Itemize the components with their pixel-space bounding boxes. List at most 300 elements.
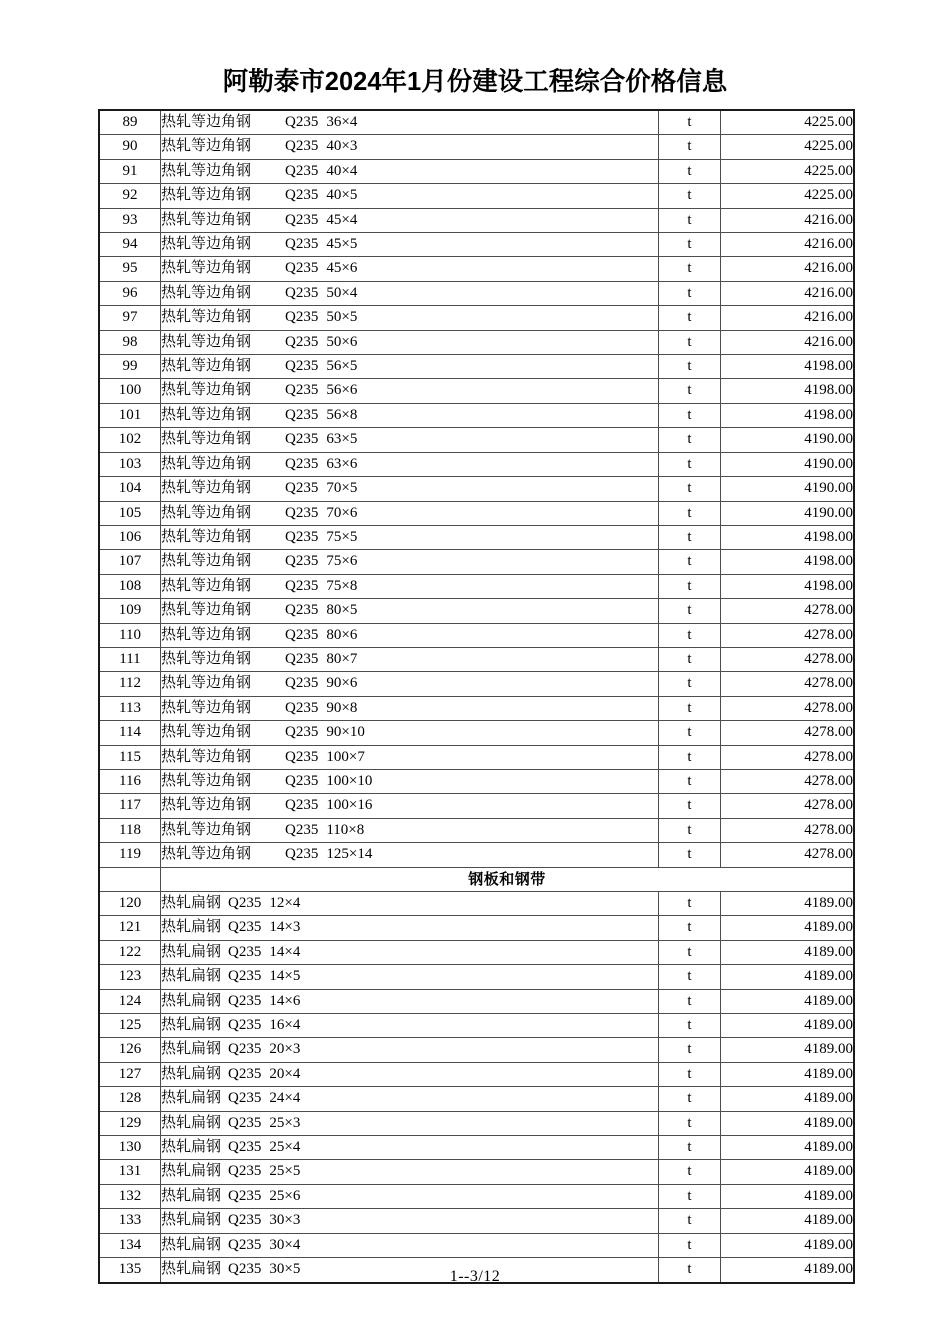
row-index-cell: 110 <box>99 623 161 647</box>
row-description-cell <box>161 1233 659 1257</box>
material-size: 80×5 <box>326 602 358 619</box>
material-name: 热轧等边角钢 <box>161 821 252 838</box>
material-grade: Q235 <box>285 187 319 204</box>
row-description-cell <box>161 208 659 232</box>
row-price-cell: 4278.00 <box>721 769 855 793</box>
material-grade: Q235 <box>285 382 319 399</box>
table-row <box>99 623 854 647</box>
material-size: 25×6 <box>269 1187 301 1204</box>
page-number-footer: 1--3/12 <box>449 1268 501 1285</box>
material-size: 12×4 <box>269 895 301 911</box>
row-index-cell: 98 <box>99 330 161 354</box>
row-index-cell: 92 <box>99 184 161 208</box>
material-name: 热轧等边角钢 <box>161 309 252 326</box>
row-description-cell <box>161 843 659 867</box>
row-unit-cell: t <box>659 745 721 769</box>
row-description-cell <box>161 647 659 671</box>
row-price-cell: 4190.00 <box>721 501 855 525</box>
section-blank-cell <box>99 867 161 891</box>
table-row <box>99 550 854 574</box>
row-unit-cell: t <box>659 965 721 989</box>
row-index-cell: 130 <box>99 1136 161 1160</box>
table-row <box>99 574 854 598</box>
material-name: 热轧等边角钢 <box>161 211 252 228</box>
row-unit-cell: t <box>659 696 721 720</box>
row-index-cell: 125 <box>99 1014 161 1038</box>
row-unit-cell: t <box>659 1014 721 1038</box>
price-table-body <box>99 110 854 1283</box>
table-row <box>99 525 854 549</box>
material-name: 热轧等边角钢 <box>161 284 252 301</box>
row-description-cell <box>161 281 659 305</box>
material-name: 热轧扁钢 <box>161 1017 222 1034</box>
material-grade: Q235 <box>285 748 319 765</box>
table-row <box>99 940 854 964</box>
material-grade: Q235 <box>285 284 319 301</box>
row-index-cell: 108 <box>99 574 161 598</box>
material-grade: Q235 <box>285 821 319 838</box>
material-name: 热轧等边角钢 <box>161 772 252 789</box>
row-unit-cell: t <box>659 623 721 647</box>
material-name: 热轧等边角钢 <box>161 138 252 155</box>
material-size: 90×6 <box>326 675 358 692</box>
table-row <box>99 428 854 452</box>
table-row <box>99 281 854 305</box>
row-index-cell: 100 <box>99 379 161 403</box>
row-unit-cell: t <box>659 281 721 305</box>
material-size: 63×5 <box>326 431 358 448</box>
row-description-cell <box>161 1014 659 1038</box>
material-grade: Q235 <box>285 626 319 643</box>
row-price-cell: 4278.00 <box>721 745 855 769</box>
row-description-cell <box>161 403 659 427</box>
material-size: 25×5 <box>269 1163 301 1180</box>
row-description-cell <box>161 1087 659 1111</box>
row-price-cell: 4278.00 <box>721 672 855 696</box>
row-unit-cell: t <box>659 843 721 867</box>
row-description-cell <box>161 379 659 403</box>
row-index-cell: 120 <box>99 892 161 916</box>
row-description-cell <box>161 574 659 598</box>
row-price-cell: 4189.00 <box>721 989 855 1013</box>
row-unit-cell: t <box>659 769 721 793</box>
table-row <box>99 501 854 525</box>
material-name: 热轧扁钢 <box>161 968 222 985</box>
row-price-cell: 4216.00 <box>721 281 855 305</box>
table-row <box>99 330 854 354</box>
row-price-cell: 4198.00 <box>721 525 855 549</box>
material-grade: Q235 <box>285 406 319 423</box>
page-title: 阿勒泰市2024年1月份建设工程综合价格信息 <box>222 68 728 97</box>
row-price-cell: 4198.00 <box>721 379 855 403</box>
row-index-cell: 107 <box>99 550 161 574</box>
row-index-cell: 118 <box>99 818 161 842</box>
material-name: 热轧扁钢 <box>161 1261 222 1278</box>
row-description-cell <box>161 989 659 1013</box>
row-price-cell: 4189.00 <box>721 965 855 989</box>
material-name: 热轧等边角钢 <box>161 675 252 692</box>
material-name: 热轧等边角钢 <box>161 406 252 423</box>
row-price-cell: 4225.00 <box>721 110 855 135</box>
material-size: 30×5 <box>269 1261 301 1278</box>
row-unit-cell: t <box>659 916 721 940</box>
table-row <box>99 1233 854 1257</box>
row-price-cell: 4278.00 <box>721 623 855 647</box>
row-description-cell <box>161 940 659 964</box>
row-price-cell: 4189.00 <box>721 1136 855 1160</box>
row-unit-cell: t <box>659 794 721 818</box>
material-name: 热轧等边角钢 <box>161 455 252 472</box>
row-description-cell <box>161 306 659 330</box>
material-grade: Q235 <box>228 992 262 1009</box>
table-row <box>99 1209 854 1233</box>
table-row <box>99 110 854 135</box>
table-row <box>99 892 854 916</box>
table-row <box>99 965 854 989</box>
material-name: 热轧等边角钢 <box>161 797 252 814</box>
row-price-cell: 4189.00 <box>721 1062 855 1086</box>
material-grade: Q235 <box>285 577 319 594</box>
row-unit-cell: t <box>659 1087 721 1111</box>
table-row <box>99 721 854 745</box>
row-description-cell <box>161 1209 659 1233</box>
row-price-cell: 4216.00 <box>721 233 855 257</box>
row-price-cell: 4278.00 <box>721 599 855 623</box>
material-grade: Q235 <box>228 1187 262 1204</box>
material-size: 14×6 <box>269 992 301 1009</box>
row-price-cell: 4198.00 <box>721 355 855 379</box>
material-size: 100×16 <box>326 797 373 814</box>
row-index-cell: 119 <box>99 843 161 867</box>
row-index-cell: 121 <box>99 916 161 940</box>
table-row <box>99 672 854 696</box>
material-grade: Q235 <box>285 528 319 545</box>
row-index-cell: 127 <box>99 1062 161 1086</box>
row-description-cell <box>161 184 659 208</box>
row-unit-cell: t <box>659 233 721 257</box>
row-price-cell: 4190.00 <box>721 477 855 501</box>
row-index-cell: 90 <box>99 135 161 159</box>
material-name: 热轧扁钢 <box>161 1090 222 1107</box>
material-name: 热轧扁钢 <box>161 1163 222 1180</box>
row-description-cell <box>161 135 659 159</box>
row-price-cell: 4278.00 <box>721 721 855 745</box>
row-price-cell: 4216.00 <box>721 208 855 232</box>
material-name: 热轧等边角钢 <box>161 382 252 399</box>
table-row <box>99 916 854 940</box>
row-unit-cell: t <box>659 428 721 452</box>
material-grade: Q235 <box>228 1212 262 1229</box>
row-price-cell: 4189.00 <box>721 1038 855 1062</box>
material-name: 热轧扁钢 <box>161 1139 222 1156</box>
material-size: 40×4 <box>326 162 358 179</box>
row-index-cell: 123 <box>99 965 161 989</box>
row-description-cell <box>161 1160 659 1184</box>
material-name: 热轧等边角钢 <box>161 504 252 521</box>
material-size: 40×3 <box>326 138 358 155</box>
row-price-cell: 4189.00 <box>721 1160 855 1184</box>
table-row <box>99 403 854 427</box>
material-grade: Q235 <box>285 211 319 228</box>
row-unit-cell: t <box>659 599 721 623</box>
material-grade: Q235 <box>228 895 262 911</box>
material-grade: Q235 <box>228 943 262 960</box>
material-size: 56×6 <box>326 382 358 399</box>
material-grade: Q235 <box>285 602 319 619</box>
row-index-cell: 113 <box>99 696 161 720</box>
table-row <box>99 306 854 330</box>
row-description-cell <box>161 1062 659 1086</box>
row-unit-cell: t <box>659 550 721 574</box>
material-name: 热轧等边角钢 <box>161 577 252 594</box>
table-row <box>99 1184 854 1208</box>
row-unit-cell: t <box>659 477 721 501</box>
price-information-table <box>98 109 855 1284</box>
row-unit-cell: t <box>659 1209 721 1233</box>
material-grade: Q235 <box>285 309 319 326</box>
material-grade: Q235 <box>285 236 319 253</box>
material-size: 75×8 <box>326 577 358 594</box>
row-index-cell: 103 <box>99 452 161 476</box>
row-description-cell <box>161 599 659 623</box>
material-size: 125×14 <box>326 846 373 863</box>
table-row <box>99 843 854 867</box>
row-description-cell <box>161 623 659 647</box>
row-description-cell <box>161 233 659 257</box>
table-row <box>99 1111 854 1135</box>
material-size: 90×10 <box>326 724 365 741</box>
row-price-cell: 4189.00 <box>721 1087 855 1111</box>
row-description-cell <box>161 330 659 354</box>
row-description-cell <box>161 769 659 793</box>
material-grade: Q235 <box>285 162 319 179</box>
row-index-cell: 109 <box>99 599 161 623</box>
row-unit-cell: t <box>659 184 721 208</box>
material-name: 热轧等边角钢 <box>161 650 252 667</box>
material-size: 20×4 <box>269 1065 301 1082</box>
row-index-cell: 89 <box>99 110 161 135</box>
material-name: 热轧扁钢 <box>161 1114 222 1131</box>
material-grade: Q235 <box>285 675 319 692</box>
row-price-cell: 4190.00 <box>721 428 855 452</box>
row-index-cell: 135 <box>99 1258 161 1283</box>
material-name: 热轧等边角钢 <box>161 187 252 204</box>
material-name: 热轧等边角钢 <box>161 553 252 570</box>
row-index-cell: 91 <box>99 159 161 183</box>
row-price-cell: 4216.00 <box>721 306 855 330</box>
material-grade: Q235 <box>285 114 319 130</box>
row-description-cell <box>161 696 659 720</box>
row-description-cell <box>161 721 659 745</box>
row-price-cell: 4189.00 <box>721 1233 855 1257</box>
material-name: 热轧等边角钢 <box>161 626 252 643</box>
material-name: 热轧等边角钢 <box>161 333 252 350</box>
row-index-cell: 99 <box>99 355 161 379</box>
row-description-cell <box>161 355 659 379</box>
table-row <box>99 1087 854 1111</box>
row-description-cell <box>161 672 659 696</box>
material-size: 25×3 <box>269 1114 301 1131</box>
row-unit-cell: t <box>659 306 721 330</box>
material-size: 25×4 <box>269 1139 301 1156</box>
row-unit-cell: t <box>659 1136 721 1160</box>
material-grade: Q235 <box>228 1065 262 1082</box>
material-size: 24×4 <box>269 1090 301 1107</box>
row-price-cell: 4198.00 <box>721 403 855 427</box>
row-price-cell: 4278.00 <box>721 843 855 867</box>
material-name: 热轧等边角钢 <box>161 748 252 765</box>
row-price-cell: 4278.00 <box>721 647 855 671</box>
material-name: 热轧扁钢 <box>161 943 222 960</box>
row-description-cell <box>161 550 659 574</box>
table-row <box>99 647 854 671</box>
row-unit-cell: t <box>659 403 721 427</box>
row-description-cell <box>161 1184 659 1208</box>
row-unit-cell: t <box>659 525 721 549</box>
material-size: 70×5 <box>326 480 358 497</box>
row-price-cell: 4189.00 <box>721 1184 855 1208</box>
material-name: 热轧等边角钢 <box>161 528 252 545</box>
row-unit-cell: t <box>659 1062 721 1086</box>
row-description-cell <box>161 745 659 769</box>
row-unit-cell: t <box>659 135 721 159</box>
row-price-cell: 4189.00 <box>721 892 855 916</box>
row-unit-cell: t <box>659 1038 721 1062</box>
row-index-cell: 129 <box>99 1111 161 1135</box>
row-price-cell: 4225.00 <box>721 184 855 208</box>
material-size: 45×4 <box>326 211 358 228</box>
row-description-cell <box>161 159 659 183</box>
row-price-cell: 4225.00 <box>721 135 855 159</box>
row-unit-cell: t <box>659 257 721 281</box>
material-grade: Q235 <box>285 358 319 375</box>
row-unit-cell: t <box>659 501 721 525</box>
material-grade: Q235 <box>285 480 319 497</box>
material-grade: Q235 <box>228 1114 262 1131</box>
material-grade: Q235 <box>228 968 262 985</box>
material-size: 30×4 <box>269 1236 301 1253</box>
row-unit-cell: t <box>659 159 721 183</box>
material-grade: Q235 <box>285 333 319 350</box>
table-row <box>99 696 854 720</box>
material-size: 80×7 <box>326 650 358 667</box>
material-size: 36×4 <box>326 114 358 130</box>
material-name: 热轧扁钢 <box>161 1041 222 1058</box>
material-grade: Q235 <box>285 504 319 521</box>
row-index-cell: 134 <box>99 1233 161 1257</box>
material-grade: Q235 <box>228 1090 262 1107</box>
material-name: 热轧等边角钢 <box>161 699 252 716</box>
material-grade: Q235 <box>285 260 319 277</box>
row-description-cell <box>161 1038 659 1062</box>
row-description-cell <box>161 1136 659 1160</box>
table-row <box>99 355 854 379</box>
material-size: 56×5 <box>326 358 358 375</box>
row-index-cell: 102 <box>99 428 161 452</box>
material-name: 热轧等边角钢 <box>161 162 252 179</box>
material-name: 热轧扁钢 <box>161 1065 222 1082</box>
row-price-cell: 4198.00 <box>721 550 855 574</box>
material-grade: Q235 <box>285 772 319 789</box>
material-name: 热轧等边角钢 <box>161 236 252 253</box>
material-size: 90×8 <box>326 699 358 716</box>
material-size: 100×7 <box>326 748 365 765</box>
row-index-cell: 112 <box>99 672 161 696</box>
material-grade: Q235 <box>285 138 319 155</box>
row-index-cell: 131 <box>99 1160 161 1184</box>
material-name: 热轧等边角钢 <box>161 602 252 619</box>
row-index-cell: 115 <box>99 745 161 769</box>
material-size: 110×8 <box>326 821 365 838</box>
material-grade: Q235 <box>228 1139 262 1156</box>
table-row <box>99 452 854 476</box>
table-row <box>99 1160 854 1184</box>
table-section-header-row <box>99 867 854 891</box>
row-price-cell: 4189.00 <box>721 1111 855 1135</box>
row-price-cell: 4190.00 <box>721 452 855 476</box>
table-row <box>99 769 854 793</box>
table-row <box>99 184 854 208</box>
table-row <box>99 1062 854 1086</box>
row-price-cell: 4198.00 <box>721 574 855 598</box>
material-size: 14×5 <box>269 968 301 985</box>
row-price-cell: 4278.00 <box>721 818 855 842</box>
row-unit-cell: t <box>659 672 721 696</box>
row-description-cell <box>161 916 659 940</box>
row-price-cell: 4278.00 <box>721 794 855 818</box>
row-price-cell: 4189.00 <box>721 1209 855 1233</box>
material-name: 热轧等边角钢 <box>161 480 252 497</box>
row-description-cell <box>161 1111 659 1135</box>
table-row <box>99 599 854 623</box>
material-grade: Q235 <box>228 919 262 936</box>
material-name: 热轧扁钢 <box>161 1187 222 1204</box>
row-price-cell: 4278.00 <box>721 696 855 720</box>
row-unit-cell: t <box>659 818 721 842</box>
material-grade: Q235 <box>285 724 319 741</box>
material-grade: Q235 <box>285 455 319 472</box>
material-name: 热轧等边角钢 <box>161 846 252 863</box>
material-size: 30×3 <box>269 1212 301 1229</box>
row-index-cell: 133 <box>99 1209 161 1233</box>
row-index-cell: 132 <box>99 1184 161 1208</box>
row-index-cell: 97 <box>99 306 161 330</box>
material-grade: Q235 <box>228 1163 262 1180</box>
row-index-cell: 93 <box>99 208 161 232</box>
material-size: 45×5 <box>326 236 358 253</box>
table-row <box>99 745 854 769</box>
material-grade: Q235 <box>228 1261 262 1278</box>
row-price-cell: 4189.00 <box>721 940 855 964</box>
table-row <box>99 1038 854 1062</box>
row-unit-cell: t <box>659 1111 721 1135</box>
table-row <box>99 379 854 403</box>
section-header-label: 钢板和钢带 <box>161 867 855 891</box>
row-index-cell: 128 <box>99 1087 161 1111</box>
material-name: 热轧等边角钢 <box>161 724 252 741</box>
row-unit-cell: t <box>659 1160 721 1184</box>
material-name: 热轧等边角钢 <box>161 114 252 130</box>
material-grade: Q235 <box>228 1236 262 1253</box>
material-grade: Q235 <box>228 1041 262 1058</box>
material-name: 热轧等边角钢 <box>161 431 252 448</box>
row-index-cell: 124 <box>99 989 161 1013</box>
table-row <box>99 159 854 183</box>
material-grade: Q235 <box>285 553 319 570</box>
material-size: 63×6 <box>326 455 358 472</box>
row-price-cell: 4189.00 <box>721 1258 855 1283</box>
material-grade: Q235 <box>285 797 319 814</box>
